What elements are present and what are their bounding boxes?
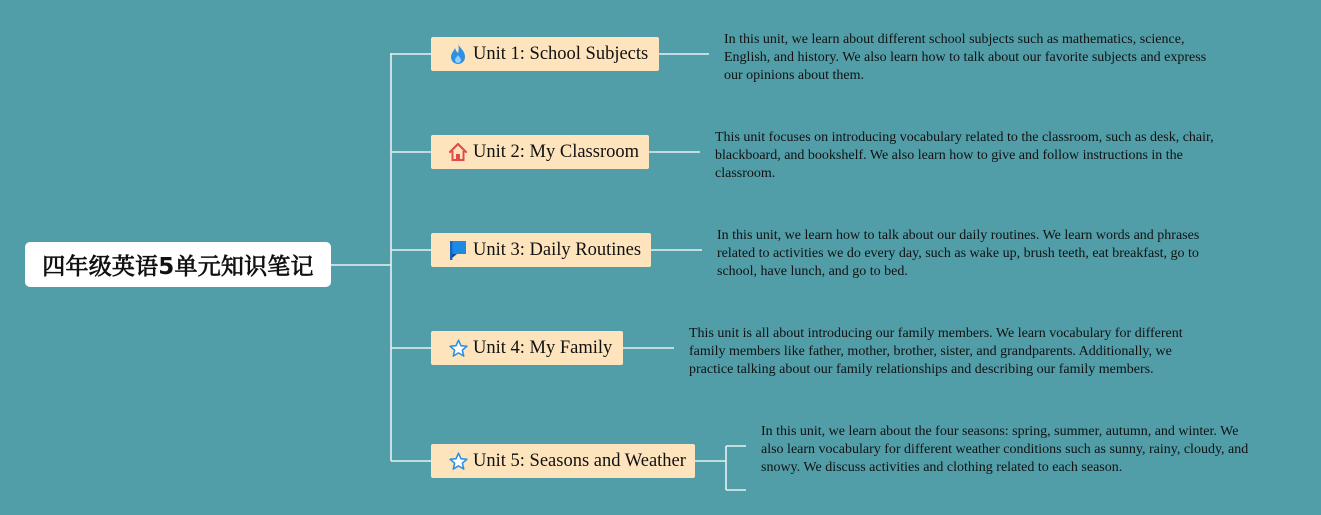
flame-icon — [447, 43, 469, 65]
unit-3-label: Unit 3: Daily Routines — [473, 239, 642, 260]
unit-4-label: Unit 4: My Family — [473, 337, 613, 358]
unit-3-description: In this unit, we learn how to talk about our daily routines. We learn words and phrases related to activities we do every day, such as wake up, brush teeth, eat breakfast, go to school, have lunch, and go to bed. — [717, 228, 1200, 279]
unit-4-description: This unit is all about introducing our family members. We learn vocabulary for different family members like father, mother, brother, sister, and grandparents. Additionally, we practice talking about our family relationships and describing our family members. — [689, 326, 1183, 377]
flag-icon — [447, 239, 469, 261]
unit-2-description: This unit focuses on introducing vocabulary related to the classroom, such as desk, chair, blackboard, and bookshelf. We also learn how to give and follow instructions in the classroom. — [715, 130, 1214, 181]
unit-5-label: Unit 5: Seasons and Weather — [473, 450, 686, 471]
unit-3-topic[interactable] — [431, 233, 651, 267]
unit-5-description: In this unit, we learn about the four seasons: spring, summer, autumn, and winter. We also learn vocabulary for different weather conditions such as sunny, rainy, cloudy, and snowy. We discuss activities and clothing related to each season. — [761, 424, 1249, 475]
root-topic[interactable]: 四年级英语5单元知识笔记 — [25, 242, 331, 287]
unit-1-topic[interactable] — [431, 37, 659, 71]
unit-4-topic[interactable] — [431, 331, 623, 365]
unit-1-description: In this unit, we learn about different school subjects such as mathematics, science, English, and history. We also learn how to talk about our favorite subjects and express our opinions about them. — [724, 32, 1207, 83]
unit-1-label: Unit 1: School Subjects — [473, 43, 649, 64]
star-icon — [447, 337, 469, 359]
unit-2-topic[interactable] — [431, 135, 649, 169]
star-icon — [447, 450, 469, 472]
unit-2-label: Unit 2: My Classroom — [473, 141, 639, 162]
unit-5-topic[interactable] — [431, 444, 695, 478]
house-icon — [447, 141, 469, 163]
